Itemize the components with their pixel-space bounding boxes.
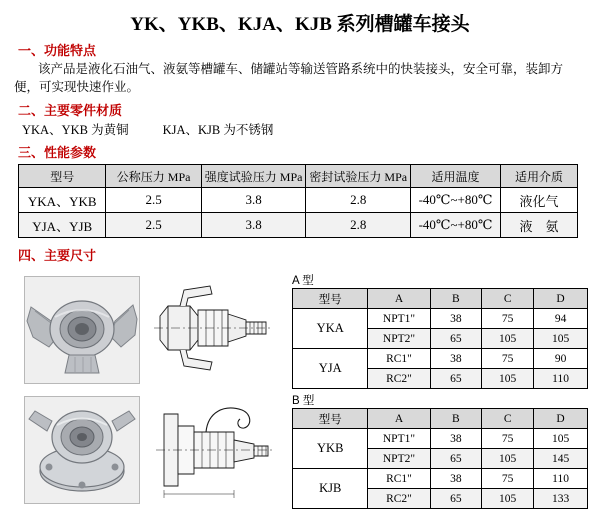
cell-d: 105	[534, 329, 588, 349]
cell-a: NPT2"	[368, 449, 430, 469]
cell-b: 65	[430, 329, 482, 349]
cell-model: YKA	[293, 309, 368, 349]
cell-a: NPT1"	[368, 309, 430, 329]
cell-model: KJB	[293, 469, 368, 509]
cell-d: 145	[534, 449, 588, 469]
a-type-coupling-drawing	[150, 276, 276, 384]
table-row	[19, 188, 578, 213]
b-type-label: B 型	[292, 395, 315, 408]
cell-a: RC1"	[368, 349, 430, 369]
cell-c: 105	[482, 369, 534, 389]
performance-table	[18, 164, 578, 238]
page-title: YK、YKB、KJA、KJB 系列槽罐车接头	[130, 14, 470, 35]
col-header-model: 型号	[19, 165, 106, 188]
col-header-a: A	[368, 409, 430, 429]
cell-d: 133	[534, 489, 588, 509]
cell-seal-test: 2.8	[306, 213, 411, 238]
table-header-row	[293, 289, 588, 309]
dimensions-area	[0, 270, 600, 520]
cell-temperature: -40℃~+80℃	[411, 213, 501, 238]
cell-nominal-pressure: 2.5	[106, 188, 201, 213]
cell-c: 75	[482, 429, 534, 449]
cell-b: 38	[430, 309, 482, 329]
table-header-row	[19, 165, 578, 188]
cell-nominal-pressure: 2.5	[106, 213, 201, 238]
b-type-coupling-photo	[24, 396, 140, 504]
cell-c: 75	[482, 309, 534, 329]
col-header-a: A	[368, 289, 430, 309]
a-type-dimension-table	[292, 288, 588, 389]
cell-c: 75	[482, 349, 534, 369]
cell-a: RC2"	[368, 369, 430, 389]
col-header-model: 型号	[293, 289, 368, 309]
table-header-row	[293, 409, 588, 429]
cell-c: 105	[482, 449, 534, 469]
table-row	[293, 429, 588, 449]
b-type-coupling-drawing	[150, 396, 276, 504]
cell-strength-test: 3.8	[201, 213, 306, 238]
cell-d: 105	[534, 429, 588, 449]
cell-model: YKB	[293, 429, 368, 469]
document-page	[0, 9, 600, 525]
cell-seal-test: 2.8	[306, 188, 411, 213]
col-header-c: C	[482, 289, 534, 309]
cell-b: 65	[430, 369, 482, 389]
cell-medium: 液 氨	[500, 213, 577, 238]
cell-c: 105	[482, 329, 534, 349]
cell-model: YJA	[293, 349, 368, 389]
col-header-seal-test: 密封试验压力 MPa	[306, 165, 411, 188]
cell-c: 105	[482, 489, 534, 509]
col-header-d: D	[534, 289, 588, 309]
cell-medium: 液化气	[500, 188, 577, 213]
section-heading-features: 一、功能特点	[18, 43, 97, 58]
material-line	[22, 120, 600, 138]
cell-b: 38	[430, 349, 482, 369]
table-row	[293, 469, 588, 489]
cell-d: 110	[534, 469, 588, 489]
cell-b: 38	[430, 429, 482, 449]
col-header-model: 型号	[293, 409, 368, 429]
cell-a: NPT1"	[368, 429, 430, 449]
material-right: KJA、KJB 为不锈钢	[162, 123, 274, 138]
col-header-b: B	[430, 409, 482, 429]
col-header-b: B	[430, 289, 482, 309]
table-row	[293, 309, 588, 329]
table-row	[293, 349, 588, 369]
features-text: 该产品是液化石油气、液氨等槽罐车、储罐站等输送管路系统中的快装接头，安全可靠，装卸方便，可实现快速作业。	[14, 62, 564, 95]
col-header-temperature: 适用温度	[411, 165, 501, 188]
table-row	[19, 213, 578, 238]
cell-d: 90	[534, 349, 588, 369]
section-heading-material: 二、主要零件材质	[18, 103, 123, 119]
col-header-c: C	[482, 409, 534, 429]
cell-model: YJA、YJB	[19, 213, 106, 238]
a-type-coupling-photo	[24, 276, 140, 384]
cell-temperature: -40℃~+80℃	[411, 188, 501, 213]
a-type-label: A 型	[292, 275, 314, 288]
cell-a: RC1"	[368, 469, 430, 489]
col-header-medium: 适用介质	[500, 165, 577, 188]
cell-d: 110	[534, 369, 588, 389]
b-type-dimension-table	[292, 408, 588, 509]
cell-b: 65	[430, 489, 482, 509]
cell-b: 65	[430, 449, 482, 469]
cell-strength-test: 3.8	[201, 188, 306, 213]
cell-a: NPT2"	[368, 329, 430, 349]
cell-model: YKA、YKB	[19, 188, 106, 213]
material-left: YKA、YKB 为黄铜	[22, 123, 129, 138]
section-heading-dimensions: 四、主要尺寸	[18, 248, 97, 264]
col-header-strength-test: 强度试验压力 MPa	[201, 165, 306, 188]
section-heading-performance: 三、性能参数	[18, 145, 97, 161]
col-header-nominal-pressure: 公称压力 MPa	[106, 165, 201, 188]
cell-c: 75	[482, 469, 534, 489]
col-header-d: D	[534, 409, 588, 429]
cell-b: 38	[430, 469, 482, 489]
cell-a: RC2"	[368, 489, 430, 509]
cell-d: 94	[534, 309, 588, 329]
